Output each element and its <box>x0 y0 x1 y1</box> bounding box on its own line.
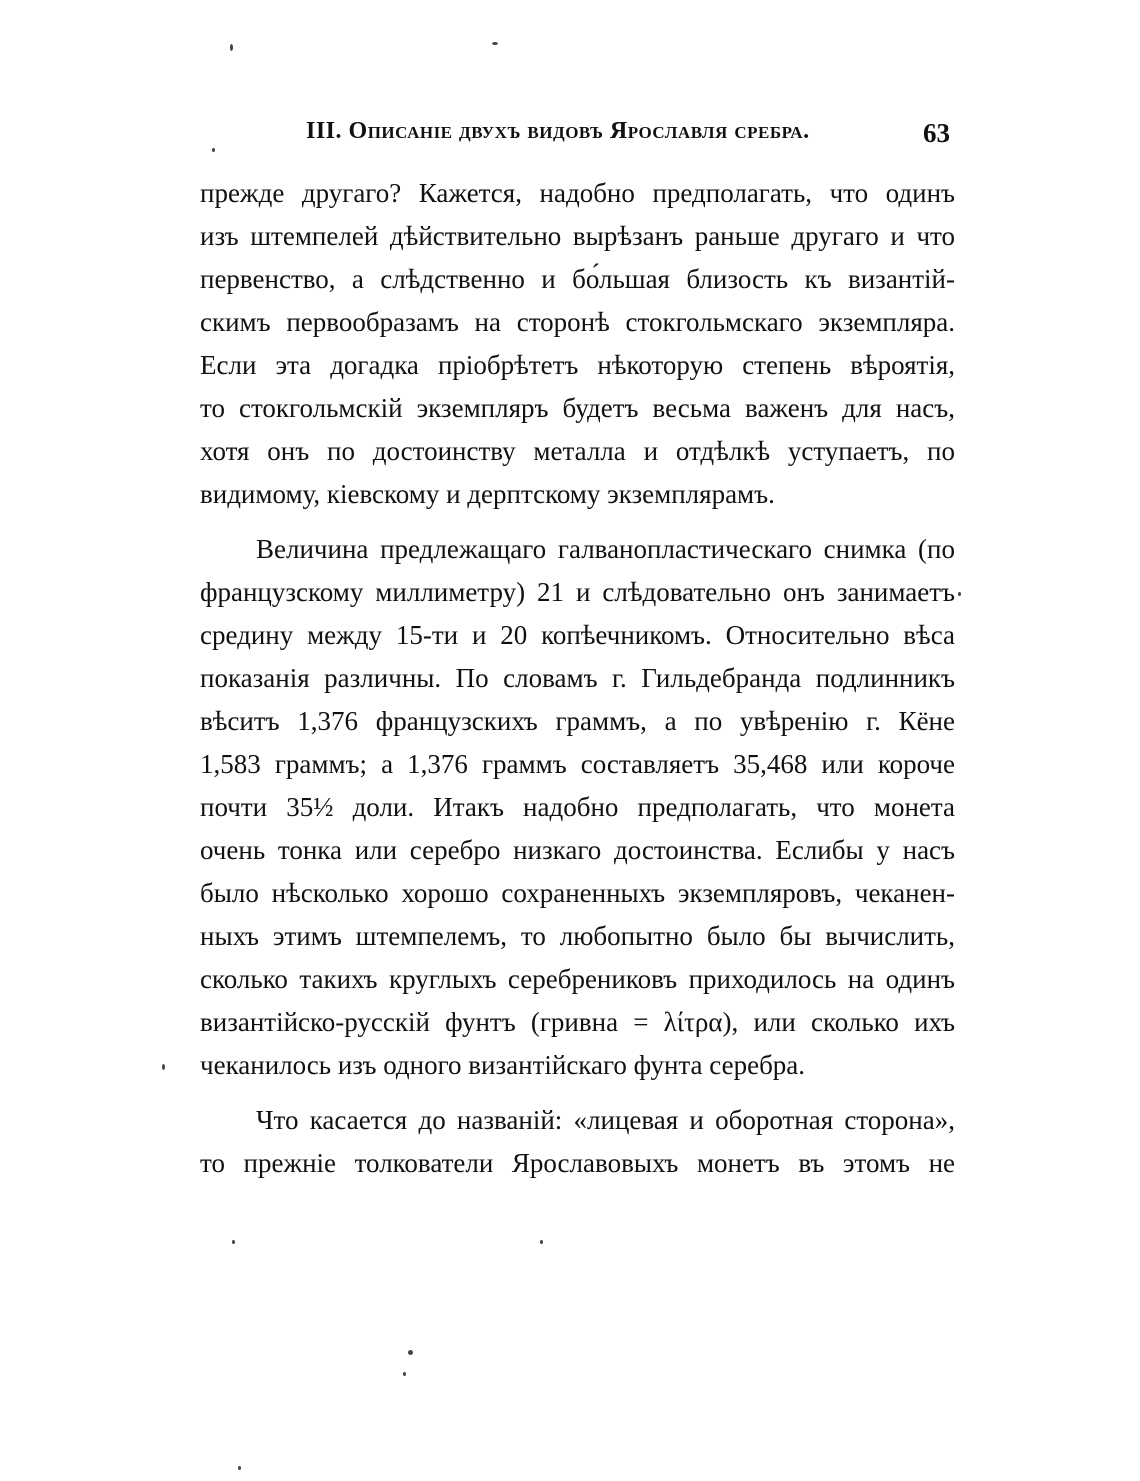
paragraph <box>200 172 955 516</box>
scan-speck <box>232 1240 235 1244</box>
scan-speck <box>162 1064 165 1070</box>
text-line: показанія различны. По словамъ г. Гильдебранда подлинникъ <box>200 663 955 693</box>
text-line: изъ штемпелей дѣйствительно вырѣзанъ раньше другаго и что <box>200 221 955 251</box>
paragraph <box>200 528 955 1087</box>
scan-speck <box>238 1466 241 1470</box>
paragraph <box>200 1099 955 1185</box>
scan-speck <box>230 44 233 51</box>
text-line: вѣситъ 1,376 французскихъ граммъ, а по увѣренію г. Кёне <box>200 706 955 736</box>
body-text <box>200 172 955 1185</box>
text-line: чеканилось изъ одного византійскаго фунта серебра. <box>200 1050 806 1080</box>
page-header <box>306 118 950 154</box>
scan-speck <box>212 148 215 152</box>
text-line: византійско-русскій фунтъ (гривна = λίτρα), или сколько ихъ <box>200 1007 955 1037</box>
text-line: Что касается до названій: «лицевая и оборотная сторона», <box>256 1105 955 1135</box>
text-line: очень тонка или серебро низкаго достоинства. Еслибы у насъ <box>200 835 955 865</box>
text-line: средину между 15-ти и 20 копѣечникомъ. Относительно вѣса <box>200 620 955 650</box>
scan-speck <box>403 1372 406 1376</box>
text-line: прежде другаго? Кажется, надобно предполагать, что одинъ <box>200 178 955 208</box>
text-line: то прежніе толкователи Ярославовыхъ монетъ въ этомъ не <box>200 1148 955 1178</box>
text-line: скимъ первообразамъ на сторонѣ стокгольмскаго экземпляра. <box>200 307 955 337</box>
scan-speck <box>958 592 961 596</box>
text-line: почти 35½ доли. Итакъ надобно предполагать, что монета <box>200 792 955 822</box>
text-line: было нѣсколько хорошо сохраненныхъ экземпляровъ, чеканен- <box>200 878 955 908</box>
scan-speck <box>408 1350 413 1355</box>
page-number: 63 <box>923 118 950 148</box>
text-line: 1,583 граммъ; а 1,376 граммъ составляетъ 35,468 или короче <box>200 749 955 779</box>
scan-speck <box>492 42 498 45</box>
text-line: французскому миллиметру) 21 и слѣдовательно онъ занимаетъ <box>200 577 955 607</box>
text-line: первенство, а слѣдственно и бо́льшая близость къ византій- <box>200 264 955 294</box>
text-line: ныхъ этимъ штемпелемъ, то любопытно было бы вычислить, <box>200 921 955 951</box>
text-line: Величина предлежащаго галванопластическаго снимка (по <box>256 534 955 564</box>
text-line: хотя онъ по достоинству металла и отдѣлкѣ уступаетъ, по <box>200 436 955 466</box>
text-line: сколько такихъ круглыхъ серебрениковъ приходилось на одинъ <box>200 964 955 994</box>
running-title: III. Описаніе двухъ видовъ Ярославля сребра. <box>306 118 810 144</box>
text-line: то стокгольмскій экземпляръ будетъ весьма важенъ для насъ, <box>200 393 955 423</box>
text-line: видимому, кіевскому и дерптскому экземплярамъ. <box>200 479 775 509</box>
scan-speck <box>540 1240 543 1244</box>
text-line: Если эта догадка пріобрѣтетъ нѣкоторую степень вѣроятія, <box>200 350 955 380</box>
